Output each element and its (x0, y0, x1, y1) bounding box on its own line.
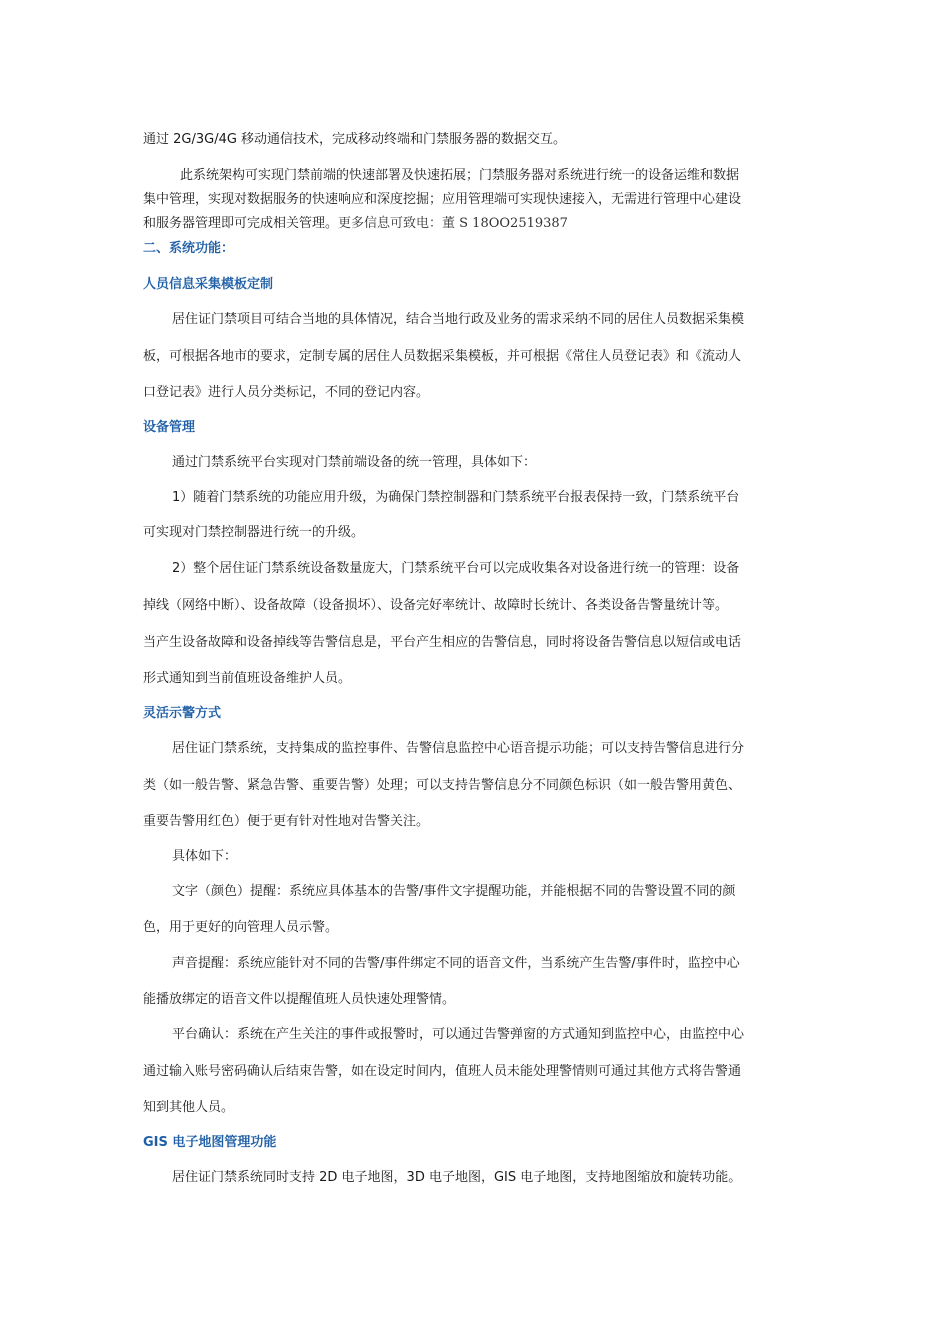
paragraph-line: 声音提醒：系统应能针对不同的告警/事件绑定不同的语音文件，当系统产生告警/事件时，监控中心 (172, 956, 740, 971)
paragraph-line: 能播放绑定的语音文件以提醒值班人员快速处理警情。 (143, 992, 456, 1007)
paragraph-line: 口登记表》进行人员分类标记，不同的登记内容。 (143, 385, 430, 400)
paragraph-line: 集中管理，实现对数据服务的快速响应和深度挖掘；应用管理端可实现快速接入，无需进行管理中心建设 (143, 192, 742, 207)
paragraph-line: 1）随着门禁系统的功能应用升级，为确保门禁控制器和门禁系统平台报表保持一致，门禁系统平台 (172, 490, 740, 505)
paragraph-line: 形式通知到当前值班设备维护人员。 (143, 671, 352, 686)
paragraph-line: 居住证门禁系统同时支持 2D 电子地图，3D 电子地图，GIS 电子地图，支持地图缩放和旋转功能。 (172, 1170, 742, 1185)
paragraph-line: 通过 2G/3G/4G 移动通信技术，完成移动终端和门禁服务器的数据交互。 (143, 132, 567, 147)
paragraph-line: 知到其他人员。 (143, 1100, 235, 1115)
paragraph-line: 可实现对门禁控制器进行统一的升级。 (143, 525, 365, 540)
paragraph-line: 板，可根据各地市的要求，定制专属的居住人员数据采集模板，并可根据《常住人员登记表》和《流动人 (143, 349, 742, 364)
subsection-heading: 设备管理 (143, 420, 196, 435)
paragraph-line: 居住证门禁项目可结合当地的具体情况，结合当地行政及业务的需求采纳不同的居住人员数据采集模 (172, 312, 745, 327)
paragraph-line: 2）整个居住证门禁系统设备数量庞大，门禁系统平台可以完成收集各对设备进行统一的管理：设备 (172, 561, 740, 576)
paragraph-line: 平台确认：系统在产生关注的事件或报警时，可以通过告警弹窗的方式通知到监控中心，由监控中心 (172, 1027, 745, 1042)
subsection-heading: GIS 电子地图管理功能 (143, 1135, 277, 1150)
section-heading: 二、系统功能： (143, 241, 235, 256)
paragraph-line: 通过输入账号密码确认后结束告警，如在设定时间内，值班人员未能处理警情则可通过其他方式将告警通 (143, 1064, 742, 1079)
contact-info: 更多信息可致电：董 S 18OO2519387 (338, 216, 568, 231)
paragraph-line: 重要告警用红色）便于更有针对性地对告警关注。 (143, 814, 430, 829)
paragraph-line: 通过门禁系统平台实现对门禁前端设备的统一管理，具体如下： (172, 455, 537, 470)
subsection-heading: 人员信息采集模板定制 (143, 277, 274, 292)
paragraph-line: 色，用于更好的向管理人员示警。 (143, 920, 339, 935)
paragraph-line: 居住证门禁系统，支持集成的监控事件、告警信息监控中心语音提示功能；可以支持告警信息进行分 (172, 741, 745, 756)
paragraph-line (143, 212, 813, 231)
paragraph-line: 此系统架构可实现门禁前端的快速部署及快速拓展；门禁服务器对系统进行统一的设备运维和数据 (180, 168, 740, 183)
paragraph-line: 文字（颜色）提醒：系统应具体基本的告警/事件文字提醒功能，并能根据不同的告警设置不同的颜 (172, 884, 736, 899)
paragraph-line: 类（如一般告警、紧急告警、重要告警）处理；可以支持告警信息分不同颜色标识（如一般告警用黄色、 (143, 778, 742, 793)
paragraph-line: 掉线（网络中断）、设备故障（设备损坏）、设备完好率统计、故障时长统计、各类设备告警量统计等。 (143, 598, 729, 613)
paragraph-line: 具体如下： (172, 849, 238, 864)
subsection-heading: 灵活示警方式 (143, 706, 222, 721)
paragraph-text: 和服务器管理即可完成相关管理。 (143, 216, 339, 231)
paragraph-line: 当产生设备故障和设备掉线等告警信息是，平台产生相应的告警信息，同时将设备告警信息以短信或电话 (143, 635, 742, 650)
